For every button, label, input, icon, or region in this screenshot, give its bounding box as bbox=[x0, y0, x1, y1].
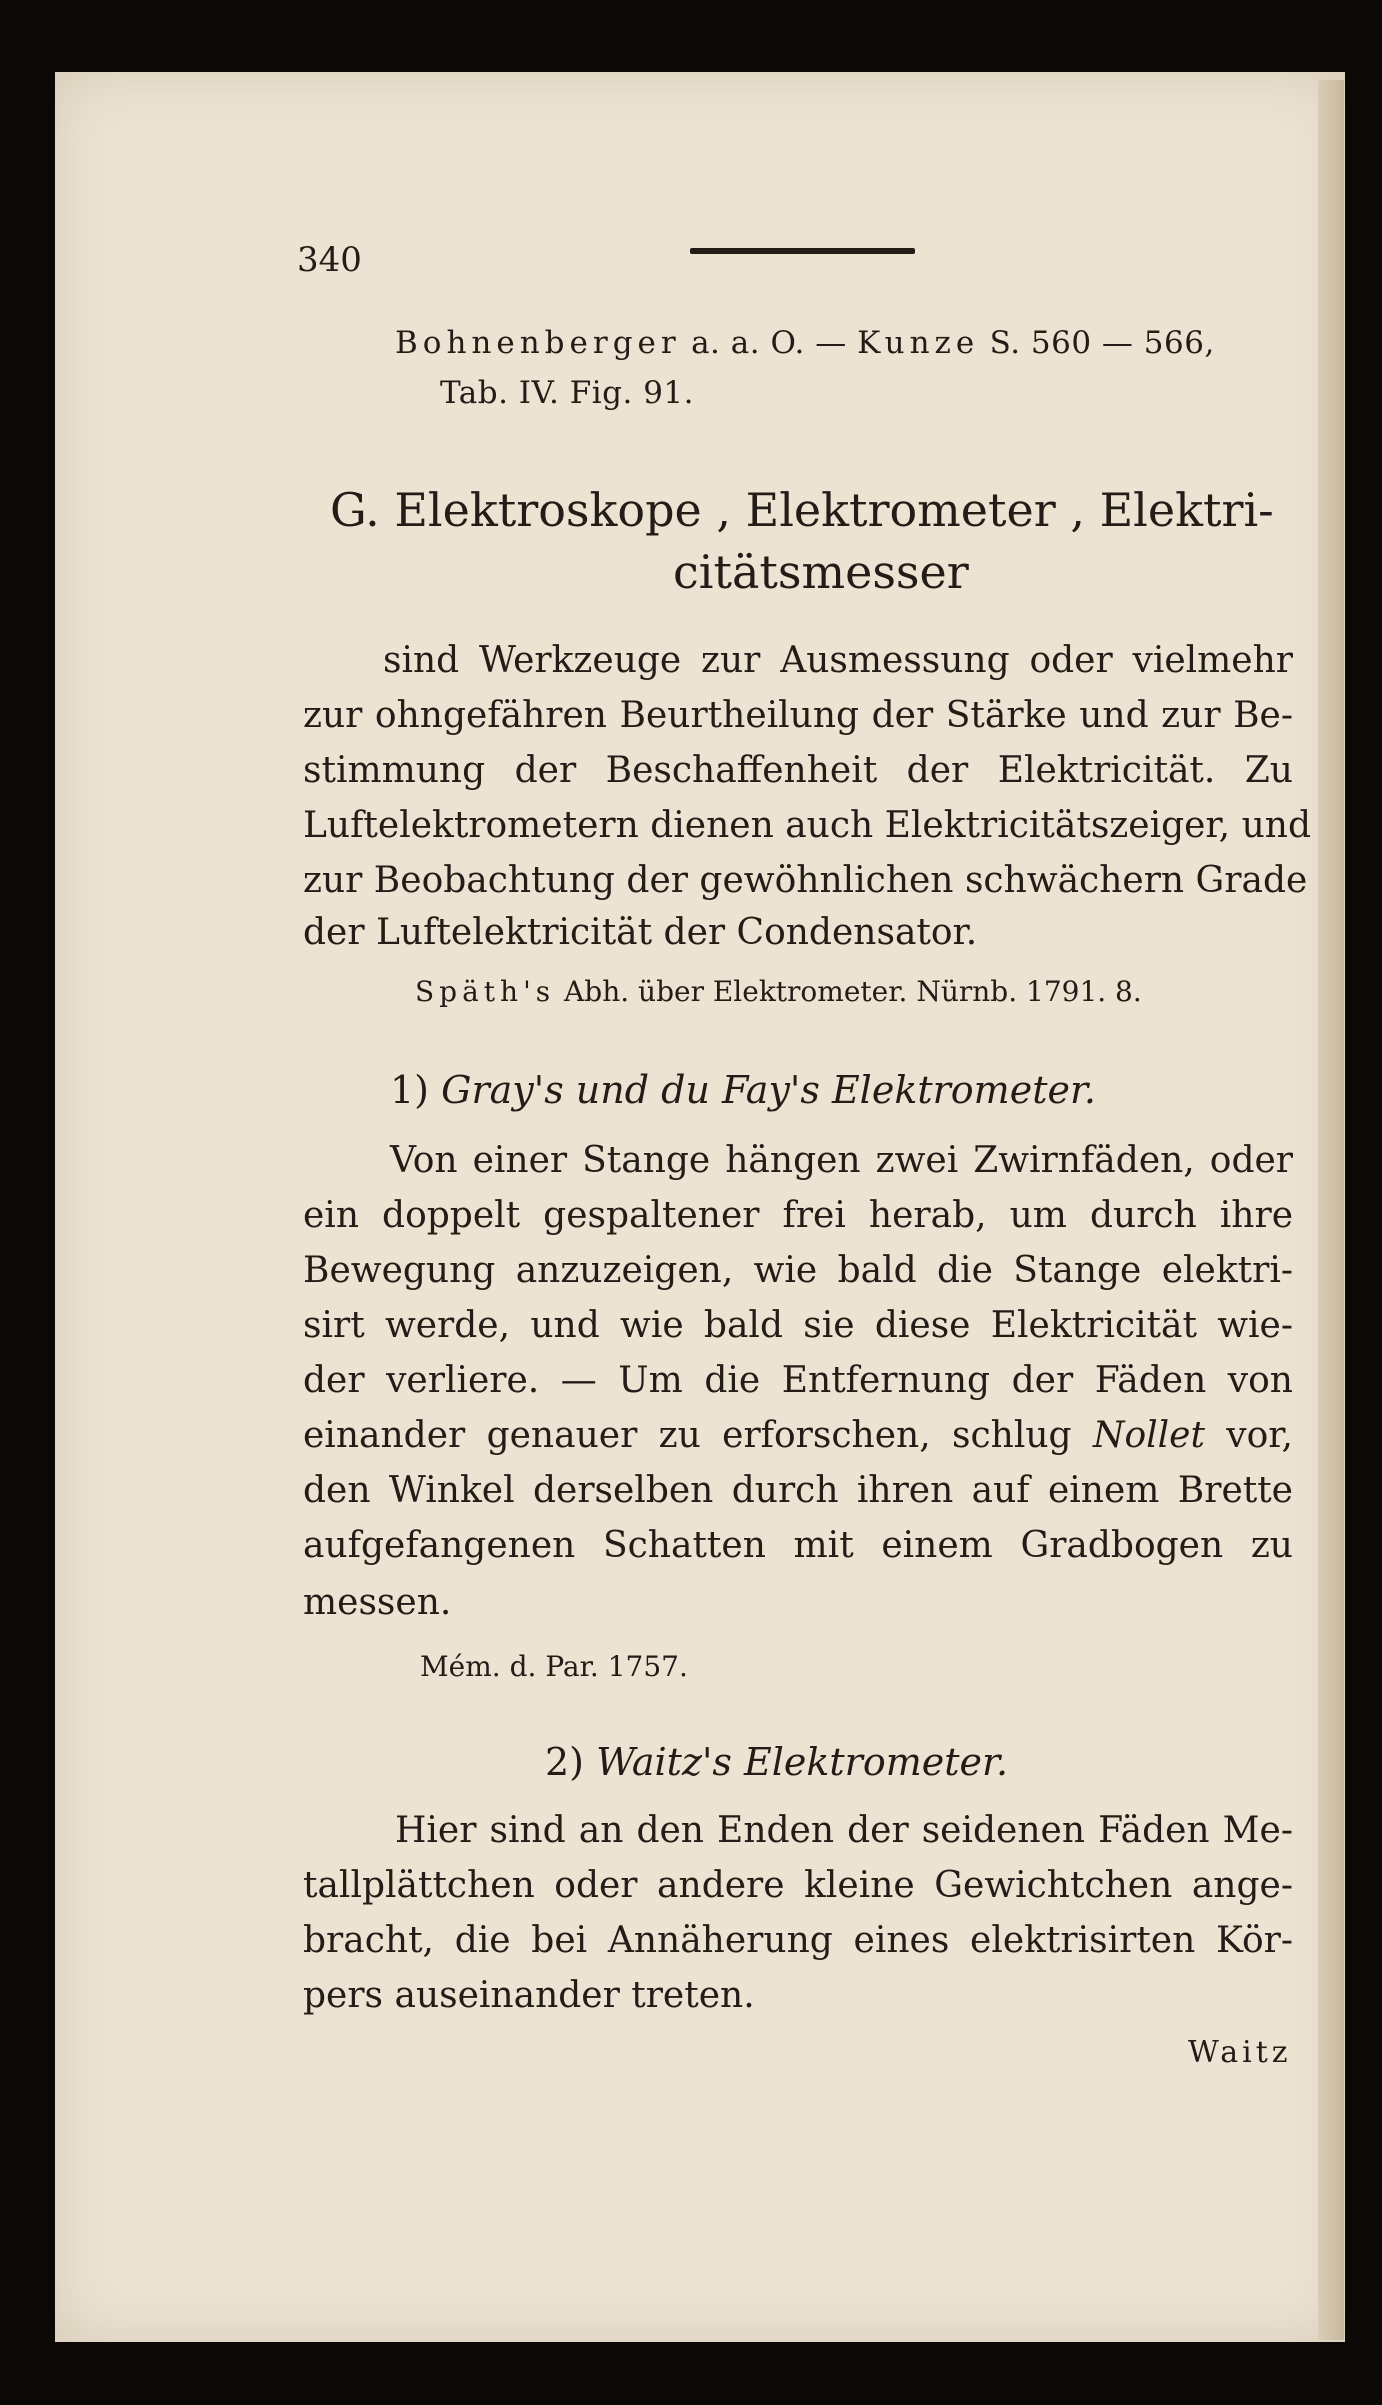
section-heading-continued: citätsmesser bbox=[673, 545, 969, 599]
item2-title: Waitz's Elektrometer. bbox=[596, 1740, 1009, 1784]
item2-heading bbox=[545, 1740, 1008, 1784]
item1-line6-end: vor, bbox=[1204, 1415, 1293, 1456]
item1-line: Bewegung anzuzeigen, wie bald die Stange elektri- bbox=[303, 1250, 1293, 1291]
item1-line bbox=[303, 1415, 1293, 1456]
paragraph-line: zur ohngefähren Beurtheilung der Stärke und zur Be- bbox=[303, 695, 1293, 736]
paragraph-line: Luftelektrometern dienen auch Elektricitätszeiger, und bbox=[303, 805, 1311, 846]
paragraph-line: stimmung der Beschaffenheit der Elektricität. Zu bbox=[303, 750, 1293, 791]
item1-line: Von einer Stange hängen zwei Zwirnfäden, oder bbox=[390, 1140, 1293, 1181]
reference-author-1: Bohnenberger bbox=[395, 325, 681, 361]
source-citation bbox=[415, 975, 1142, 1008]
item2-line: Hier sind an den Enden der seidenen Fäden Me- bbox=[395, 1810, 1293, 1851]
reference-text-2: S. 560 — 566, bbox=[979, 325, 1215, 361]
item1-line: sirt werde, und wie bald sie diese Elektricität wie- bbox=[303, 1305, 1293, 1346]
item1-line: aufgefangenen Schatten mit einem Gradbogen zu bbox=[303, 1525, 1293, 1566]
page-edge bbox=[1318, 80, 1344, 2340]
section-heading: G. Elektroskope , Elektrometer , Elektri- bbox=[330, 483, 1274, 537]
item2-line: pers auseinander treten. bbox=[303, 1975, 755, 2016]
reference-author-2: Kunze bbox=[857, 325, 980, 361]
item1-line6-start: einander genauer zu erforschen, schlug bbox=[303, 1415, 1093, 1456]
header-rule bbox=[690, 248, 915, 254]
item1-line: der verliere. — Um die Entfernung der Fäden von bbox=[303, 1360, 1293, 1401]
item1-number: 1) bbox=[390, 1068, 430, 1112]
paragraph-line: sind Werkzeuge zur Ausmessung oder vielmehr bbox=[383, 640, 1293, 681]
page-number: 340 bbox=[297, 240, 362, 280]
item1-heading bbox=[390, 1068, 1096, 1112]
reference-line-1 bbox=[395, 325, 1215, 361]
paragraph-line: zur Beobachtung der gewöhnlichen schwächern Grade bbox=[303, 860, 1308, 901]
reference-line-2: Tab. IV. Fig. 91. bbox=[440, 375, 695, 411]
item1-title: Gray's und du Fay's Elektrometer. bbox=[441, 1068, 1097, 1112]
item2-line: bracht, die bei Annäherung eines elektrisirten Kör- bbox=[303, 1920, 1293, 1961]
source-rest: Abh. über Elektrometer. Nürnb. 1791. 8. bbox=[555, 975, 1142, 1008]
item1-name-nollet: Nollet bbox=[1092, 1415, 1205, 1456]
reference-text-1: a. a. O. — bbox=[680, 325, 858, 361]
item1-source: Mém. d. Par. 1757. bbox=[420, 1650, 688, 1683]
paragraph-line: der Luftelektricität der Condensator. bbox=[303, 912, 978, 953]
source-author: Späth's bbox=[415, 975, 556, 1008]
item2-number: 2) bbox=[545, 1740, 585, 1784]
catchword: Waitz bbox=[1188, 2035, 1292, 2070]
item1-line: den Winkel derselben durch ihren auf einem Brette bbox=[303, 1470, 1293, 1511]
item1-line: ein doppelt gespaltener frei herab, um durch ihre bbox=[303, 1195, 1293, 1236]
item1-line: messen. bbox=[303, 1582, 452, 1623]
item2-line: tallplättchen oder andere kleine Gewichtchen ange- bbox=[303, 1865, 1293, 1906]
